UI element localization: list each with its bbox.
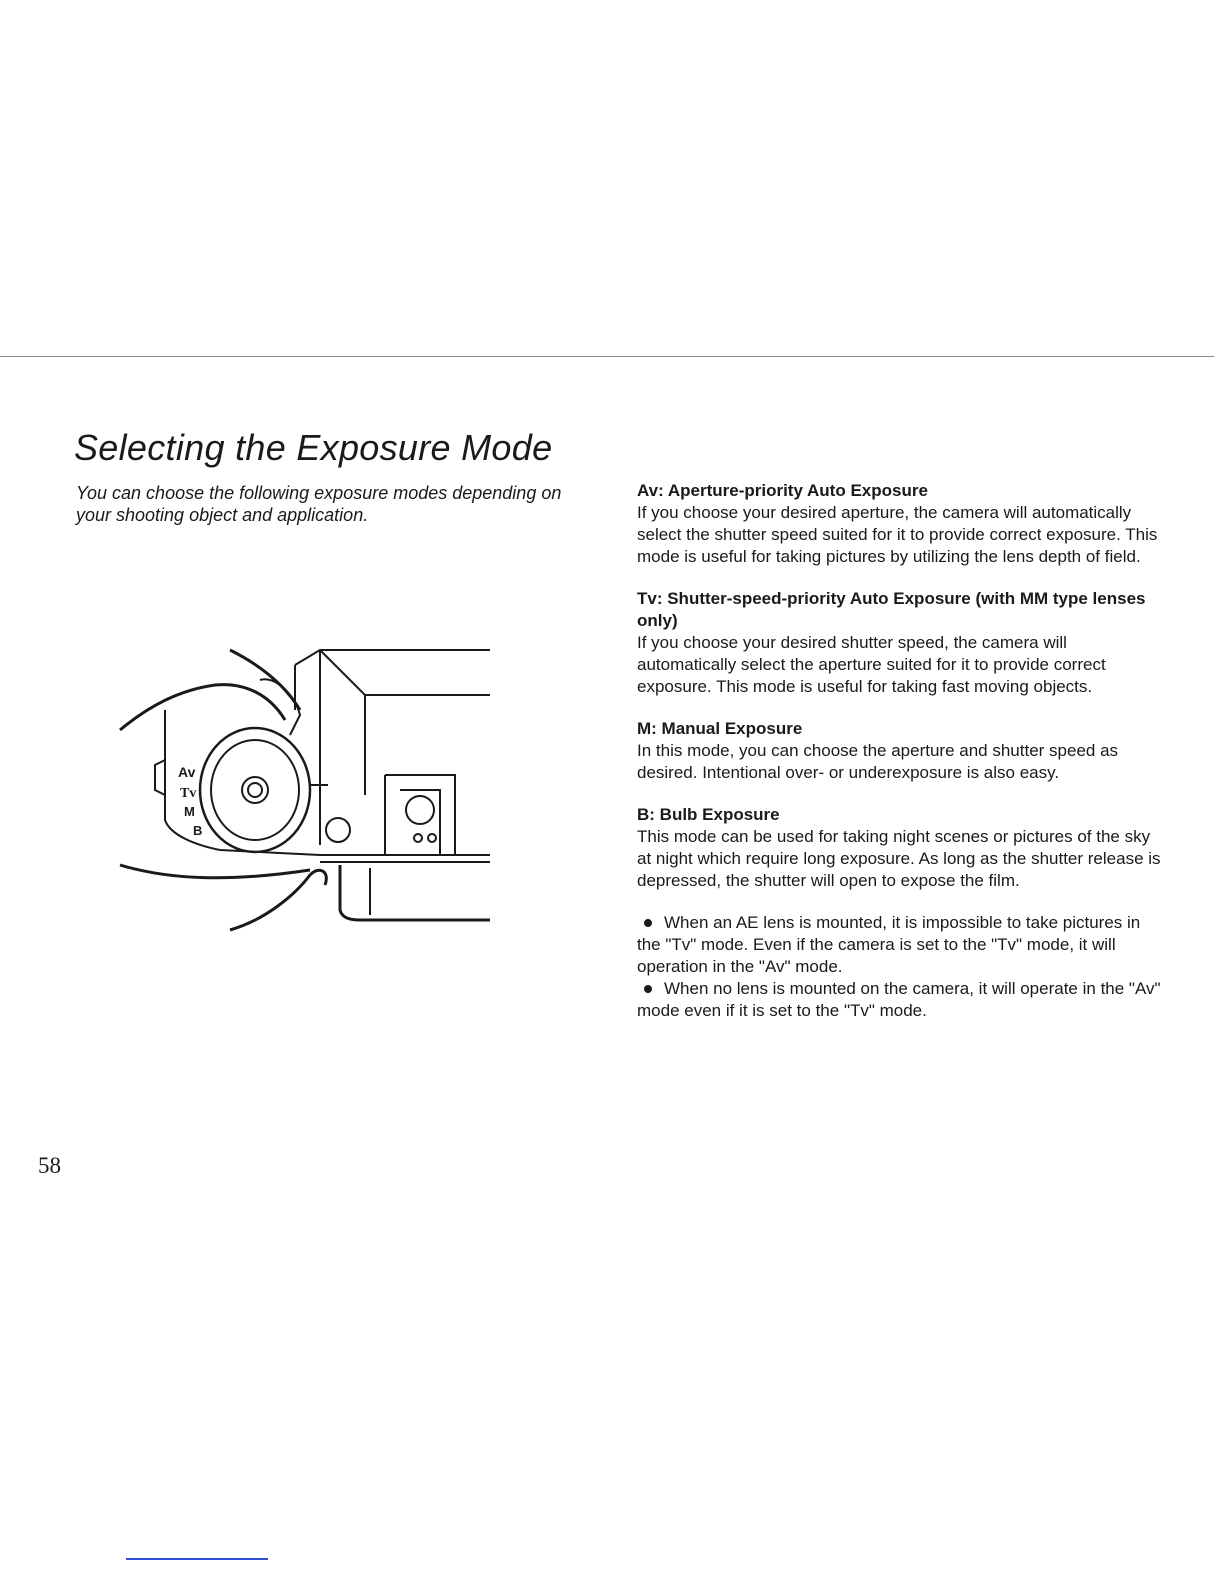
dial-label-av: Av [178,764,196,780]
note-item [637,978,1167,1022]
top-rule [0,356,1214,357]
section-av [637,480,1167,568]
section-body: If you choose your desired aperture, the camera will automatically select the shutter speed suited for it to provide correct exposure. This mode is useful for taking pictures by utilizing the lens depth of field. [637,503,1158,566]
bullet-icon [644,985,652,993]
section-heading: Av: Aperture-priority Auto Exposure [637,481,928,500]
dial-label-m: M [184,804,195,819]
section-b [637,804,1167,892]
section-heading: B: Bulb Exposure [637,805,780,824]
dial-label-b: B [193,823,203,838]
note-item [637,912,1167,978]
section-heading: Tv: Shutter-speed-priority Auto Exposure (with MM type lenses only) [637,589,1146,630]
section-body: This mode can be used for taking night scenes or pictures of the sky at night which require long exposure. As long as the shutter release is depressed, the shutter will open to expose the film. [637,827,1161,890]
section-heading: M: Manual Exposure [637,719,803,738]
section-m [637,718,1167,784]
exposure-modes-column [637,480,1167,1022]
bullet-icon [644,919,652,927]
camera-mode-dial-illustration [110,640,495,940]
bottom-rule [126,1558,268,1560]
note-text: When no lens is mounted on the camera, it will operate in the "Av" mode even if it is set to the "Tv" mode. [637,979,1161,1020]
page-number: 58 [38,1153,61,1178]
section-body: In this mode, you can choose the aperture and shutter speed as desired. Intentional over- or underexposure is also easy. [637,741,1119,782]
note-text: When an AE lens is mounted, it is impossible to take pictures in the "Tv" mode. Even if the camera is set to the "Tv" mode, it will operation in the "Av" mode. [637,913,1141,976]
page-subtitle: You can choose the following exposure modes depending on your shooting object and application. [76,483,562,525]
page-title: Selecting the Exposure Mode [74,427,553,468]
dial-label-tv: Tv [180,786,197,801]
section-tv [637,588,1167,698]
section-body: If you choose your desired shutter speed, the camera will automatically select the aperture suited for it to provide correct exposure. This mode is useful for taking fast moving objects. [637,633,1106,696]
